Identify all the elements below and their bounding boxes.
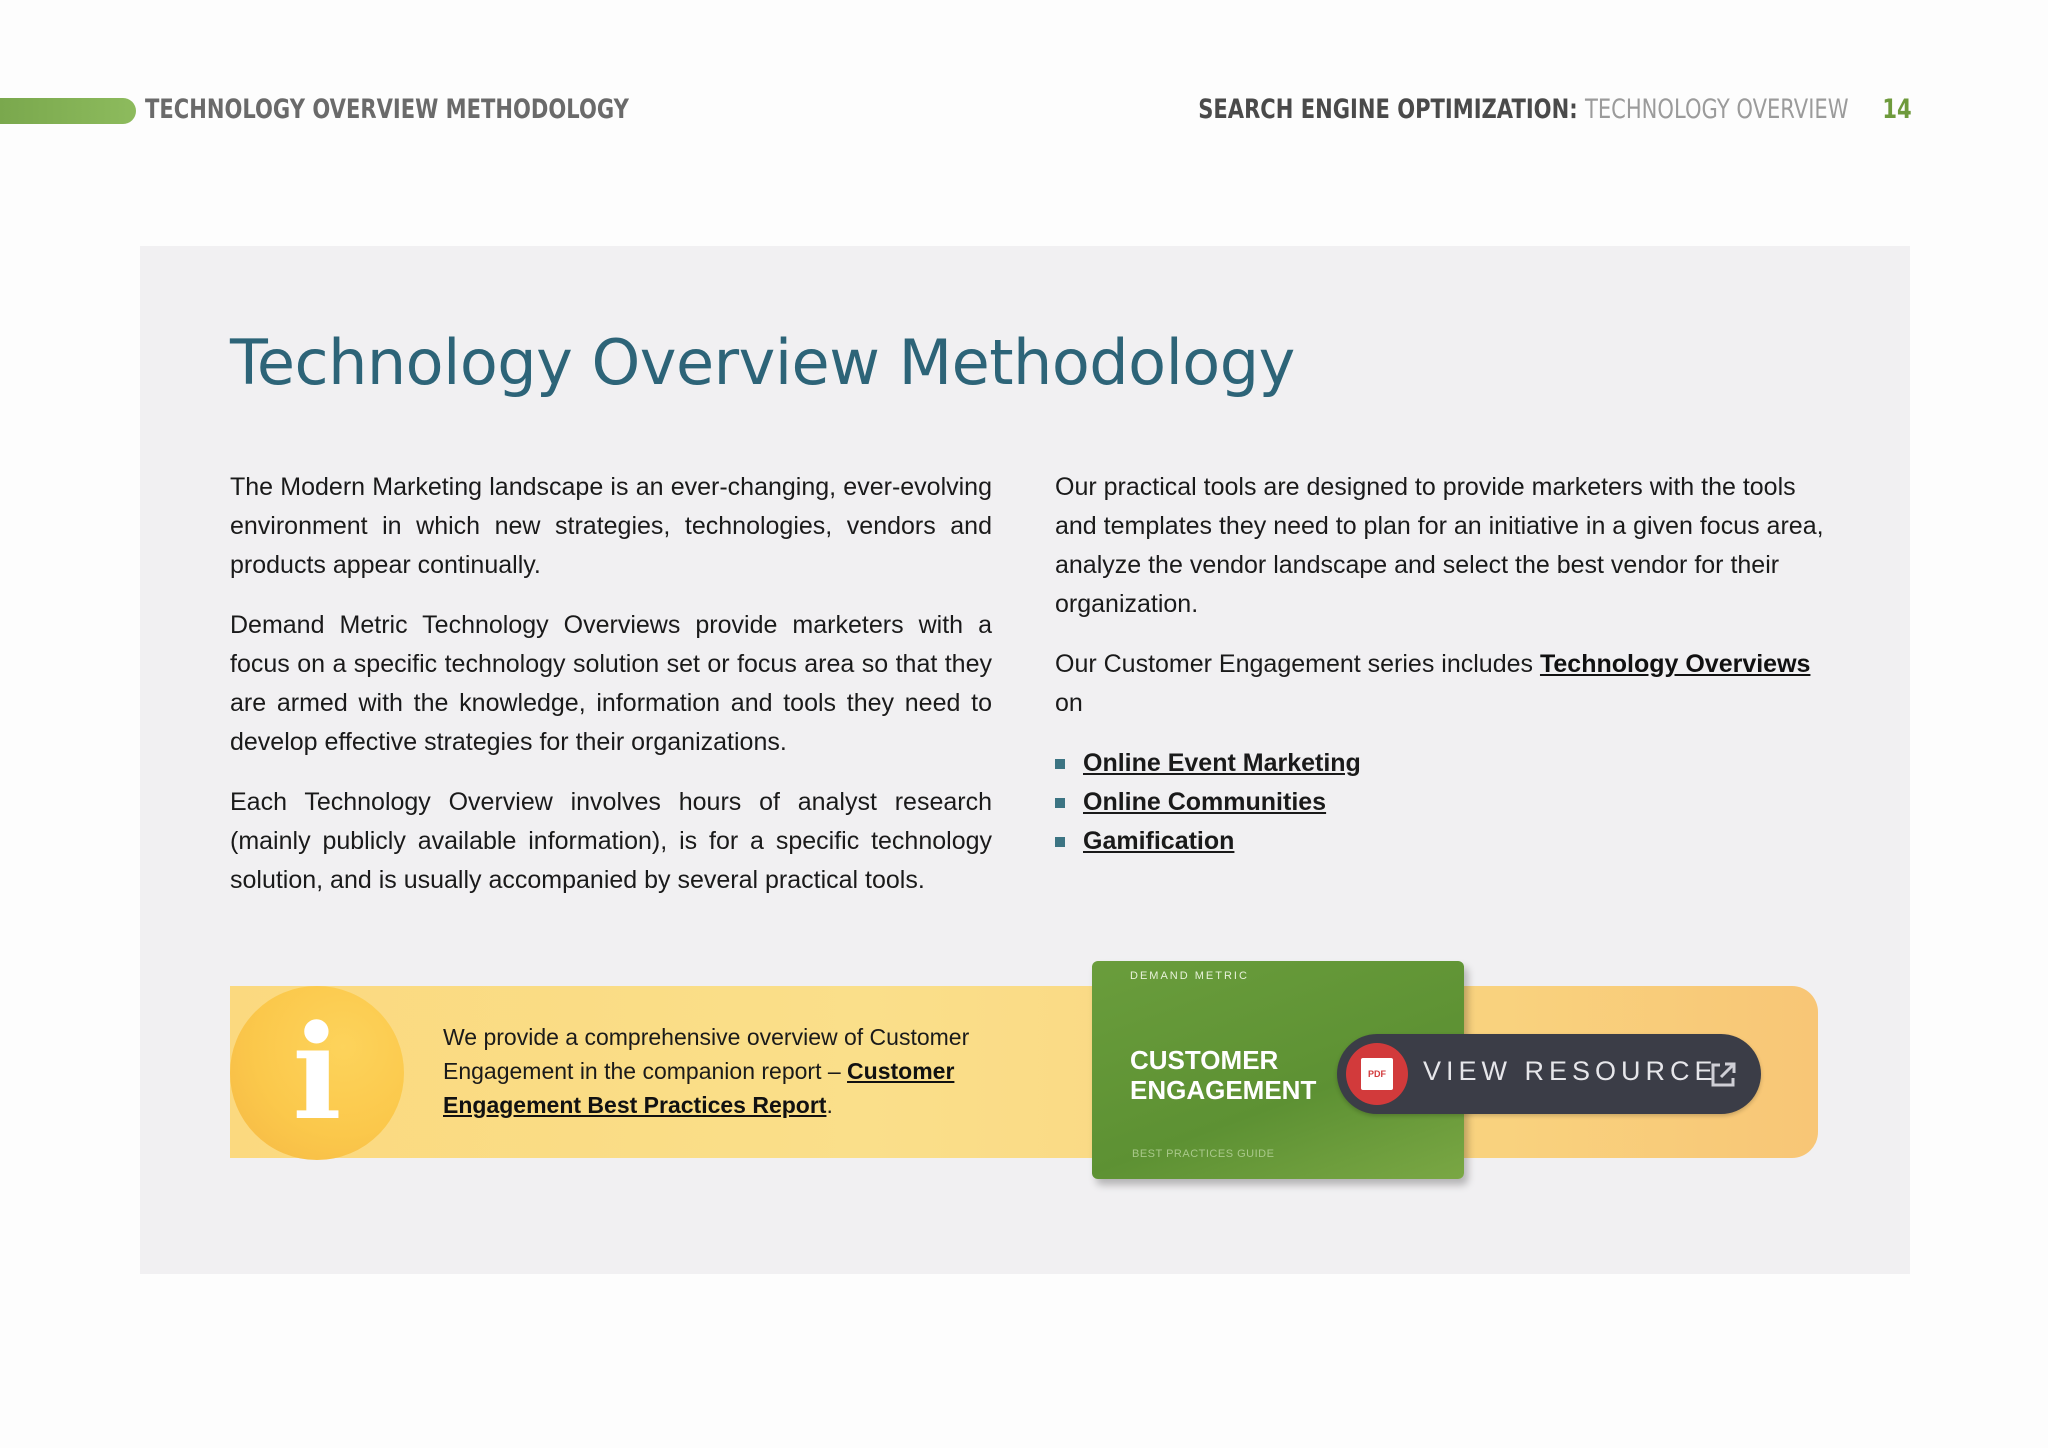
list-item-online-communities[interactable]: Online Communities [1055, 783, 1835, 822]
paragraph: Each Technology Overview involves hours of analyst research (mainly publicly available information), is for a specific technology solution, and is usually accompanied by several practical tools. [230, 788, 992, 894]
banner-text-end: . [826, 1092, 833, 1118]
paragraph: The Modern Marketing landscape is an ever-changing, ever-evolving environment in which new strategies, technologies, vendors and products appear continually. [230, 473, 992, 579]
page-number: 14 [1882, 94, 1912, 125]
list-item-online-event-marketing[interactable]: Online Event Marketing [1055, 744, 1835, 783]
series-intro: Our Customer Engagement series includes [1055, 650, 1534, 678]
external-link-icon [1708, 1060, 1738, 1090]
list-item-gamification[interactable]: Gamification [1055, 822, 1835, 861]
companion-report-link[interactable]: Customer Engagement Best Practices Report [443, 1058, 955, 1118]
paragraph: Demand Metric Technology Overviews provide marketers with a focus on a specific technology solution set or focus area so that they are armed with the knowledge, information and tools they need to develop effective strategies for their organizations. [230, 611, 992, 756]
document-title-main: SEARCH ENGINE OPTIMIZATION: [1198, 94, 1578, 125]
card-brand: DEMAND METRIC [1130, 970, 1249, 982]
series-sentence [1055, 645, 1835, 723]
left-column [230, 468, 992, 921]
card-title-line: ENGAGEMENT [1130, 1075, 1317, 1105]
paragraph: Our practical tools are designed to provide marketers with the tools and templates they need to plan for an initiative in a given focus area, analyze the vendor landscape and select the best vendor for their organization. [1055, 473, 1824, 618]
document-title-sub: TECHNOLOGY OVERVIEW [1585, 94, 1849, 125]
right-column [1055, 468, 1835, 861]
series-suffix: on [1055, 689, 1083, 717]
card-title [1130, 1045, 1316, 1105]
card-footer: BEST PRACTICES GUIDE [1132, 1148, 1275, 1160]
pdf-document-icon: PDF [1361, 1058, 1393, 1090]
banner-text-lead: We provide a comprehensive overview of Customer Engagement in the companion report – [443, 1024, 970, 1084]
view-resource-label: VIEW RESOURCE [1423, 1056, 1718, 1086]
banner-text [443, 1020, 1003, 1122]
header-accent-bar [0, 98, 136, 124]
page-title: Technology Overview Methodology [230, 326, 1295, 399]
document-title [1199, 94, 1912, 125]
card-title-line: CUSTOMER [1130, 1045, 1279, 1075]
info-icon-letter: i [292, 996, 342, 1149]
topic-list [1055, 744, 1835, 861]
technology-overviews-link[interactable]: Technology Overviews [1539, 650, 1811, 678]
section-title: TECHNOLOGY OVERVIEW METHODOLOGY [145, 94, 629, 125]
